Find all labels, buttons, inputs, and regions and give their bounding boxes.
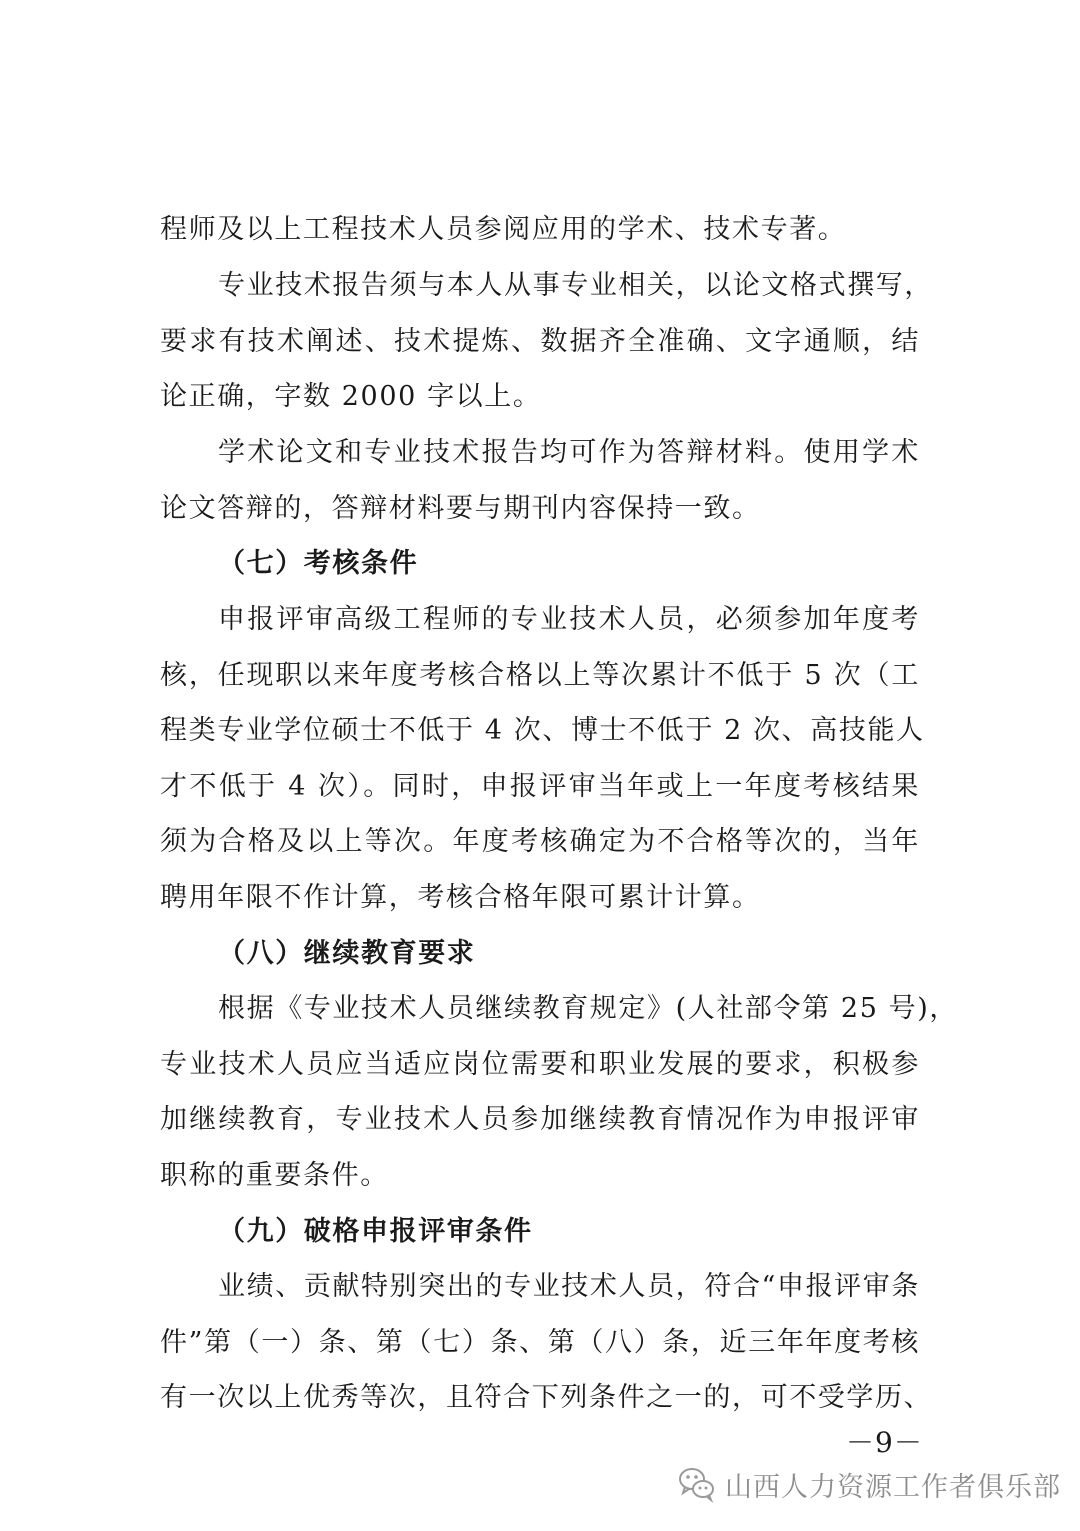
section-heading-7: （七）考核条件	[218, 548, 419, 579]
text-line: 须为合格及以上等次。年度考核确定为不合格等次的，当年	[160, 826, 920, 857]
paragraph-start-line: 专业技术报告须与本人从事专业相关，以论文格式撰写，	[218, 270, 933, 301]
page-number: －9－	[846, 1426, 923, 1459]
paragraph-start-line: 业绩、贡献特别突出的专业技术人员，符合“申报评审条	[218, 1271, 920, 1302]
paragraph-start-line: 学术论文和专业技术报告均可作为答辩材料。使用学术	[218, 437, 920, 468]
section-heading-9: （九）破格申报评审条件	[218, 1216, 533, 1247]
text-line: 专业技术人员应当适应岗位需要和职业发展的要求，积极参	[160, 1049, 920, 1080]
text-line: 论正确，字数 2000 字以上。	[160, 381, 542, 412]
paragraph-start-line: 申报评审高级工程师的专业技术人员，必须参加年度考	[218, 604, 920, 635]
text-line: 加继续教育，专业技术人员参加继续教育情况作为申报评审	[160, 1104, 920, 1135]
text-line: 聘用年限不作计算，考核合格年限可累计计算。	[160, 882, 761, 913]
text-line: 论文答辩的，答辩材料要与期刊内容保持一致。	[160, 493, 761, 524]
text-line: 要求有技术阐述、技术提炼、数据齐全准确、文字通顺，结	[160, 326, 920, 357]
wechat-icon	[677, 1464, 717, 1504]
text-line: 才不低于 4 次）。同时，申报评审当年或上一年度考核结果	[160, 771, 920, 802]
paragraph-start-line: 根据《专业技术人员继续教育规定》(人社部令第 25 号)，	[218, 993, 958, 1024]
watermark-text: 山西人力资源工作者俱乐部	[725, 1471, 1061, 1503]
text-line: 职称的重要条件。	[160, 1160, 389, 1191]
text-line: 核，任现职以来年度考核合格以上等次累计不低于 5 次（工	[160, 660, 920, 691]
section-heading-8: （八）继续教育要求	[218, 938, 476, 969]
text-line: 程师及以上工程技术人员参阅应用的学术、技术专著。	[160, 214, 847, 245]
text-line: 程类专业学位硕士不低于 4 次、博士不低于 2 次、高技能人	[160, 715, 925, 746]
text-line: 有一次以上优秀等次，且符合下列条件之一的，可不受学历、	[160, 1382, 933, 1413]
watermark	[677, 1464, 1061, 1504]
text-line: 件”第（一）条、第（七）条、第（八）条，近三年年度考核	[160, 1327, 920, 1358]
